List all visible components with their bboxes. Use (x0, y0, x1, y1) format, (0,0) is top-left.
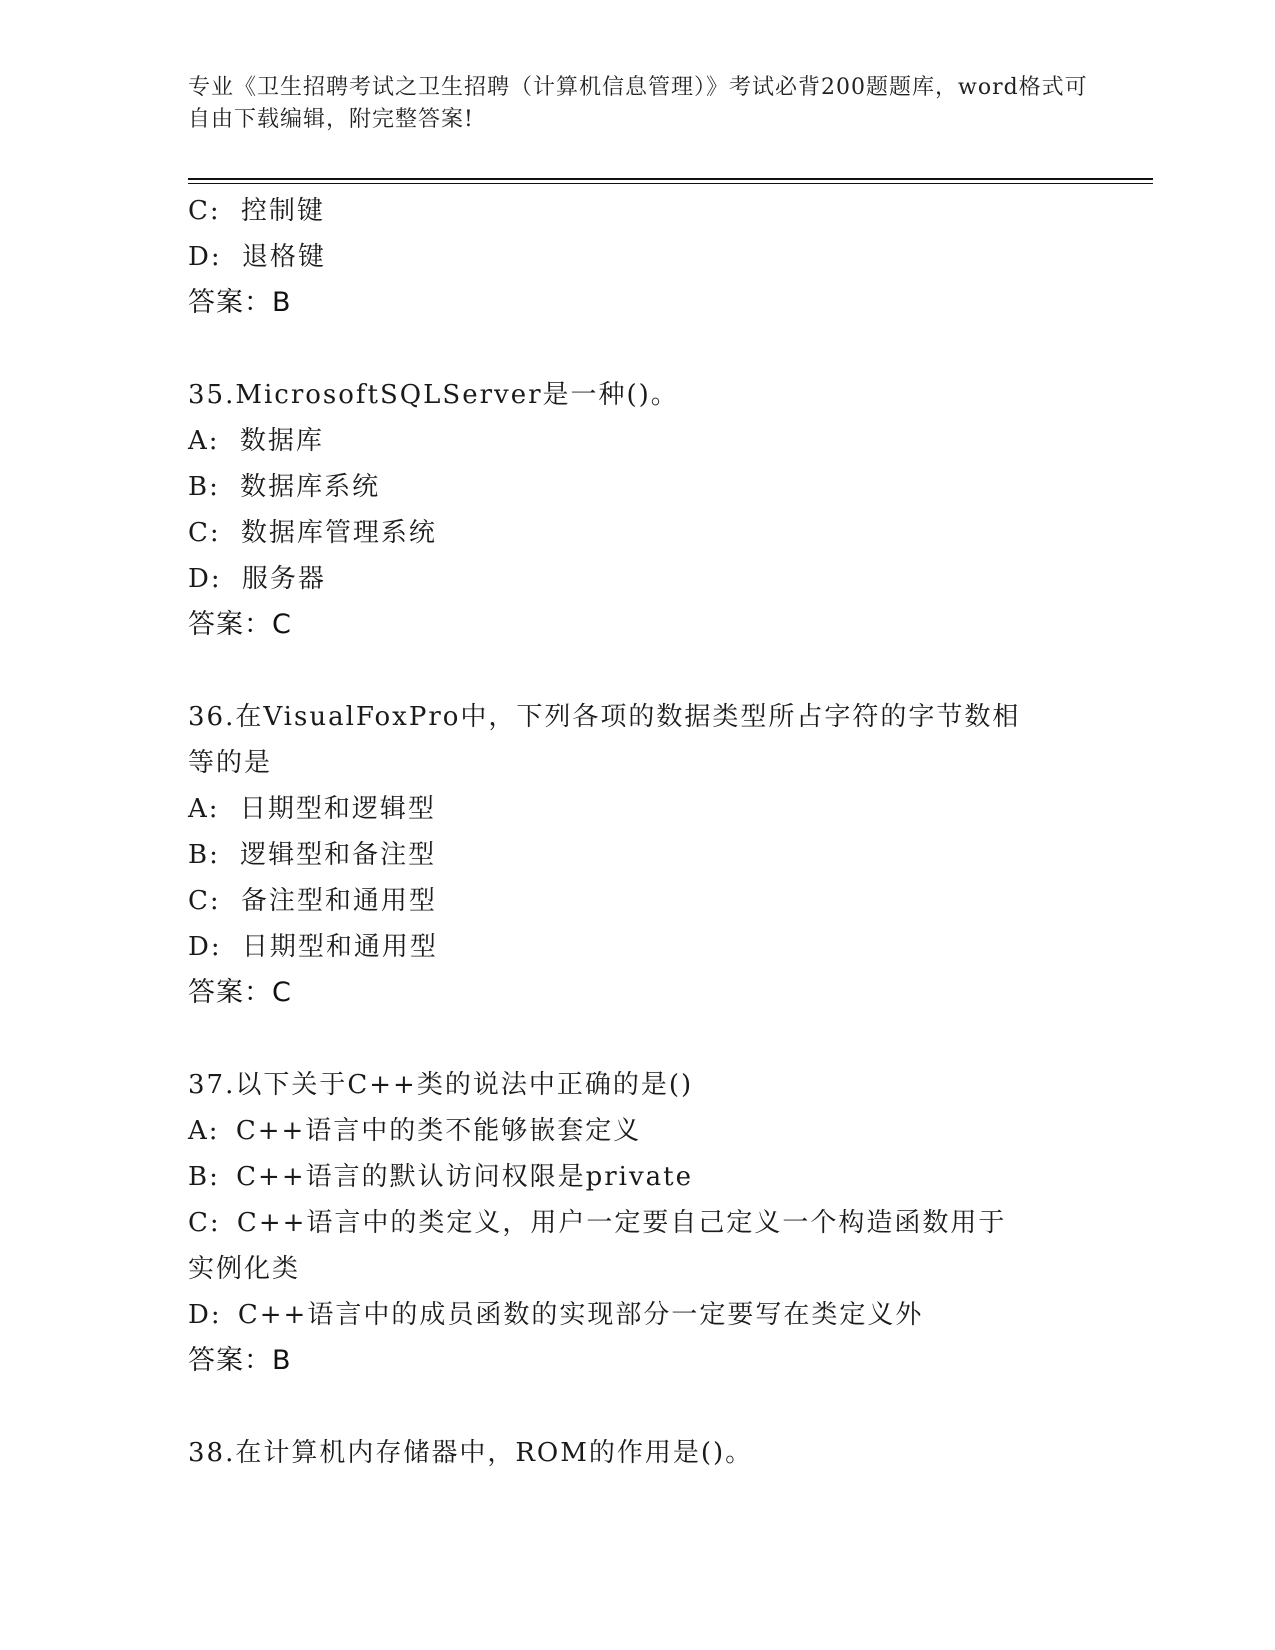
question-38 (188, 1430, 1068, 1476)
option-text: C++语言中的类定义，用户一定要自己定义一个构造函数用于实例化类 (188, 1208, 1007, 1284)
spacer (188, 326, 1068, 372)
option-b (188, 832, 1068, 878)
question-stem: 37.以下关于C++类的说法中正确的是() (188, 1070, 694, 1100)
document-header: 专业《卫生招聘考试之卫生招聘（计算机信息管理）》考试必背200题题库，word格式可自由下载编辑，附完整答案! (188, 75, 1088, 132)
option-a (188, 418, 1068, 464)
question-35 (188, 372, 1068, 648)
spacer (188, 648, 1068, 694)
option-c (188, 1200, 1028, 1292)
option-text: 日期型和通用型 (241, 932, 438, 962)
option-d (188, 924, 1068, 970)
option-c (188, 188, 1068, 234)
spacer (188, 1016, 1068, 1062)
option-label: B: (188, 472, 220, 502)
option-text: C++语言中的类不能够嵌套定义 (235, 1116, 642, 1146)
option-label: D: (188, 242, 222, 272)
answer-line: 答案：C (188, 609, 292, 640)
option-label: B: (188, 1162, 220, 1192)
option-d (188, 234, 1068, 280)
question-fragment (188, 188, 1068, 326)
question-list (188, 188, 1068, 1476)
option-c (188, 878, 1068, 924)
question-stem: 35.MicrosoftSQLServer是一种()。 (188, 380, 679, 410)
option-a (188, 786, 1068, 832)
option-label: C: (188, 518, 221, 548)
option-text: C++语言中的成员函数的实现部分一定要写在类定义外 (237, 1300, 924, 1330)
option-label: D: (188, 564, 222, 594)
question-stem: 36.在VisualFoxPro中，下列各项的数据类型所占字符的字节数相等的是 (188, 702, 1021, 778)
option-text: 数据库系统 (240, 472, 381, 502)
option-text: 数据库 (239, 426, 324, 456)
option-label: C: (188, 1208, 221, 1238)
option-text: 数据库管理系统 (240, 518, 437, 548)
option-text: 控制键 (240, 196, 325, 226)
option-text: 逻辑型和备注型 (240, 840, 437, 870)
option-label: B: (188, 840, 220, 870)
option-d (188, 556, 1068, 602)
option-label: C: (188, 886, 221, 916)
option-label: A: (188, 794, 220, 824)
option-d (188, 1292, 1068, 1338)
spacer (188, 1384, 1068, 1430)
option-text: C++语言的默认访问权限是private (236, 1162, 694, 1192)
option-c (188, 510, 1068, 556)
option-b (188, 464, 1068, 510)
option-label: A: (188, 1116, 220, 1146)
option-label: D: (188, 932, 222, 962)
answer-line: 答案：B (188, 287, 292, 318)
option-text: 日期型和逻辑型 (239, 794, 436, 824)
header-divider-thin (188, 183, 1153, 184)
answer-line: 答案：B (188, 1345, 292, 1376)
option-label: C: (188, 196, 221, 226)
option-a (188, 1108, 1068, 1154)
option-b (188, 1154, 1068, 1200)
option-text: 退格键 (241, 242, 326, 272)
header-divider (188, 178, 1153, 180)
question-37 (188, 1062, 1068, 1384)
question-36 (188, 694, 1068, 1016)
question-stem: 38.在计算机内存储器中，ROM的作用是()。 (188, 1438, 754, 1468)
option-text: 备注型和通用型 (240, 886, 437, 916)
option-text: 服务器 (241, 564, 326, 594)
option-label: D: (188, 1300, 222, 1330)
answer-line: 答案：C (188, 977, 292, 1008)
option-label: A: (188, 426, 220, 456)
